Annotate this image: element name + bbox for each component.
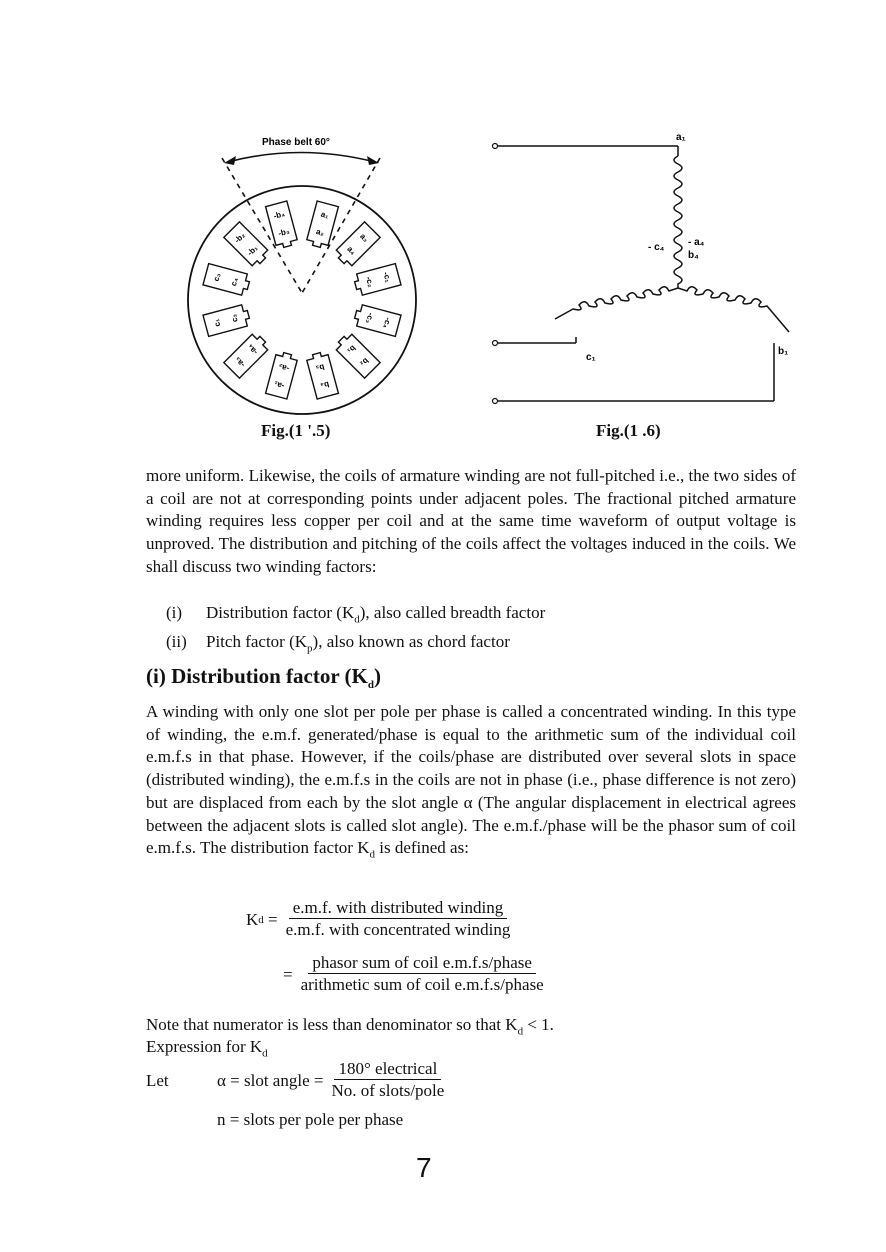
intro-paragraph: more uniform. Likewise, the coils of armature winding are not full-pitched i.e., the two sides of a coil are not at corresponding points under adjacent poles. The fractional pitched armature winding requires less copper per coil and at the same time waveform of output voltage is unproved. The distribution and pitching of the coils affect the voltages induced in the coils. We shall discuss two winding factors:: [146, 466, 796, 576]
phase-c-coils: [555, 287, 678, 319]
list-item: (ii) Pitch factor $(K_p)$, also known as chord factor: [166, 632, 510, 655]
let-word: Let: [146, 1071, 169, 1090]
stator-slot: [203, 304, 251, 337]
slot-label-outer: -c₄: [381, 316, 393, 330]
slot-label-outer: c₃: [211, 272, 223, 283]
fraction-denominator: arithmetic sum of coil e.m.f.s/phase: [300, 975, 544, 994]
distribution-paragraph: A winding with only one slot per pole per phase is called a concentrated winding. In this type of winding, the e.m.f. generated/phase is equal to the arithmetic sum of the individual coil e.m.f.s in that phase. However, if the coils/phase are distributed over several slots in space (distributed winding), the e.m.f.s in the coils are not in phase (i.e., phase difference is not zero) but are displaced from each by the slot angle α (The angular displacement in electrical agrees between the adjacent slots is called slot angle). The e.m.f./phase will be the phasor sum of coil e.m.f.s. The distribution factor $K_d$ is defined as:: [146, 702, 796, 861]
terminal-c: [493, 341, 498, 346]
phase-a-coils: [674, 156, 682, 288]
slot-label-outer: b₄: [319, 379, 331, 391]
n-definition: n = slots per pole per phase: [217, 1110, 404, 1129]
phase-belt-arrow-right: [367, 156, 379, 165]
slot-label-inner: b₃: [314, 362, 326, 374]
label-a1: a₁: [676, 132, 686, 143]
page-number: 7: [416, 1152, 432, 1183]
stator-slot: [224, 331, 271, 378]
phase-belt-arc: [228, 153, 375, 163]
slot-angle-equation: α = slot angle = 180° electrical No. of slots/pole: [217, 1059, 448, 1102]
slot-label-outer: -a₁: [272, 379, 286, 391]
terminal-a: [493, 144, 498, 149]
fraction-denominator: e.m.f. with concentrated winding: [285, 920, 511, 939]
stator-slot: [266, 351, 299, 399]
phase-belt-arrow-left: [224, 156, 236, 165]
stator-slot: [353, 264, 401, 297]
stator-slot: [266, 201, 299, 249]
slot-label-inner: -b₃: [277, 226, 291, 239]
label-c4: - c₄: [648, 242, 665, 253]
slot-label-outer: -a₃: [232, 355, 247, 370]
fraction-numerator: e.m.f. with distributed winding: [289, 898, 508, 919]
stator-slot: [353, 304, 401, 337]
slot-outline: [203, 304, 251, 337]
slot-outline: [203, 264, 251, 297]
stator-slot: [333, 331, 380, 378]
slot-label-outer: -c₁: [381, 270, 393, 284]
slot-label-outer: -b₄: [272, 209, 286, 221]
slot-label-inner: c₂: [228, 313, 240, 324]
slot-label-inner: c₄: [228, 276, 240, 287]
slot-label-inner: a₄: [345, 244, 358, 257]
phase-belt-label: Phase belt 60°: [262, 137, 330, 148]
fig5-caption: Fig.(1 '.5): [261, 421, 331, 440]
terminal-b: [493, 399, 498, 404]
note-line: Note that numerator is less than denominator so that $K_d < 1$.: [146, 1015, 554, 1038]
fraction-numerator: 180° electrical: [334, 1059, 441, 1080]
phase-b-coils: [678, 287, 789, 332]
slot-outline: [333, 331, 380, 378]
slot-label-inner: b₁: [345, 343, 358, 356]
winding-factor-list: [166, 602, 545, 660]
slot-label-outer: a₁: [319, 209, 330, 221]
slot-outline: [333, 222, 380, 269]
expression-heading: Expression for $K_d$: [146, 1037, 268, 1060]
slot-label-outer: c₁: [211, 317, 223, 328]
stator-outer-circle: [188, 186, 416, 414]
fraction-denominator: No. of slots/pole: [331, 1081, 445, 1100]
list-item: (i) Distribution factor $(K_d)$, also called breadth factor: [166, 603, 546, 626]
slot-outline: [266, 201, 299, 249]
label-b1: b₁: [778, 346, 789, 357]
slot-label-inner: -b₁: [245, 243, 260, 258]
star-winding-diagram: [488, 128, 808, 413]
slot-label-inner: -c₃: [363, 311, 376, 325]
label-a4: - a₄: [688, 237, 705, 248]
kd-definition-equation: K d = e.m.f. with distributed winding e.m.f. with concentrated winding: [246, 898, 514, 941]
slot-label-inner: -c₂: [363, 275, 376, 289]
slot-label-outer: b₂: [358, 356, 371, 369]
stator-slot: [333, 222, 380, 269]
list-number: (i): [166, 603, 183, 622]
kd-phasor-equation: = phasor sum of coil e.m.f.s/phase arithmetic sum of coil e.m.f.s/phase: [283, 953, 548, 996]
stator-slot: [203, 264, 251, 297]
fraction-numerator: phasor sum of coil e.m.f.s/phase: [308, 953, 536, 974]
phase-belt-boundary-left: [222, 158, 302, 293]
slot-label-inner: -a₄: [245, 342, 260, 357]
slot-outline: [306, 201, 339, 249]
label-b4: b₄: [688, 250, 699, 261]
slot-outline: [224, 331, 271, 378]
stator-slot: [306, 201, 339, 249]
section-heading: (i) Distribution factor $(K_d)$: [146, 664, 381, 692]
slot-label-inner: -a₂: [277, 361, 291, 374]
list-number: (ii): [166, 632, 187, 652]
stator-slot: [306, 351, 339, 399]
fig6-caption: Fig.(1 .6): [596, 421, 661, 440]
slot-outline: [306, 351, 339, 399]
stator-slots: [203, 201, 401, 399]
stator-slot-diagram: [180, 125, 440, 425]
slot-outline: [353, 264, 401, 297]
slot-outline: [353, 304, 401, 337]
slot-outline: [266, 351, 299, 399]
slot-label-outer: a₃: [358, 231, 371, 244]
label-c1: c₁: [586, 352, 596, 363]
slot-label-inner: a₂: [315, 226, 326, 238]
slot-label-outer: -b₂: [232, 230, 247, 245]
